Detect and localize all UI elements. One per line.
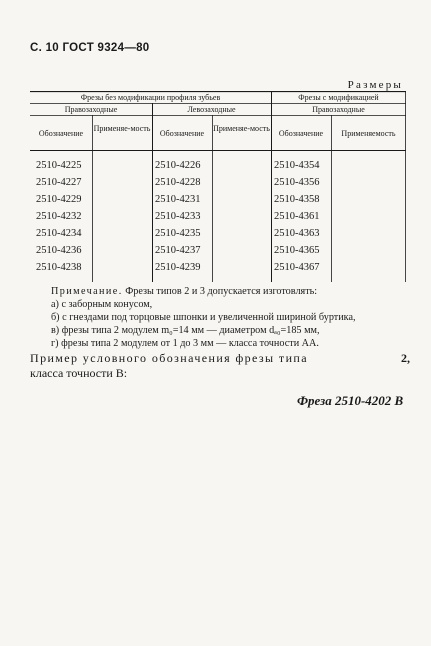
table-cell: 2510-4237: [155, 245, 201, 256]
table-cell: 2510-4234: [36, 228, 82, 239]
subheader-right-hand: Правозаходные: [64, 105, 118, 114]
subheader-right-hand-modified: Правозаходные: [312, 105, 365, 114]
table-cell: 2510-4236: [36, 245, 82, 256]
cutters-table: [30, 91, 406, 282]
col-header-designation-3: Обозначение: [278, 129, 324, 138]
table-cell: 2510-4225: [36, 160, 82, 171]
table-cell: 2510-4354: [274, 160, 320, 171]
table-cell: 2510-4367: [274, 262, 320, 273]
table-cell: 2510-4228: [155, 177, 201, 188]
note-item: г) фрезы типа 2 модулем от 1 до 3 мм — класса точности АА.: [51, 338, 319, 349]
col-header-designation: Обозначение: [38, 129, 84, 138]
group-header-with-modification: Фрезы с модификацией: [298, 93, 379, 102]
col-header-application-2: Применяе-мость: [213, 124, 270, 133]
note-line: [51, 285, 317, 298]
table-cell: 2510-4356: [274, 177, 320, 188]
note-text: Фрезы типов 2 и 3 допускается изготовлять:: [125, 286, 318, 297]
example-designation: Фреза 2510-4202 В: [297, 393, 404, 408]
table-cell: 2510-4363: [274, 228, 320, 239]
note-item: а) с заборным конусом,: [51, 299, 153, 310]
subheader-left-hand: Левозаходные: [187, 105, 236, 114]
page-header: С. 10 ГОСТ 9324—80: [30, 42, 150, 54]
table-cell: 2510-4238: [36, 262, 82, 273]
col-header-designation-2: Обозначение: [159, 129, 205, 138]
note-label: Примечание.: [51, 286, 123, 297]
col-header-application-3: Применяемость: [341, 129, 396, 138]
table-cell: 2510-4239: [155, 262, 201, 273]
col-header-application: Применяе-мость: [93, 124, 151, 133]
table-cell: 2510-4233: [155, 211, 201, 222]
table-cell: 2510-4358: [274, 194, 320, 205]
table-cell: 2510-4227: [36, 177, 82, 188]
table-cell: 2510-4235: [155, 228, 201, 239]
table-cell: 2510-4232: [36, 211, 82, 222]
designation-example: [30, 351, 410, 381]
table-cell: 2510-4231: [155, 194, 201, 205]
table-grid: [30, 91, 406, 282]
example-tail: класса точности В:: [30, 366, 128, 380]
group-header-no-modification: Фрезы без модификации профиля зубьев: [80, 93, 221, 102]
example-lead: Пример условного обозначения фрезы типа: [30, 351, 308, 365]
table-cell: 2510-4361: [274, 211, 320, 222]
sizes-label: Размеры: [347, 79, 403, 91]
example-type-number: 2,: [401, 351, 410, 365]
table-cell: 2510-4226: [155, 160, 201, 171]
note-item: б) с гнездами под торцовые шпонки и увеличенной шириной буртика,: [51, 312, 356, 323]
table-cell: 2510-4365: [274, 245, 320, 256]
table-cell: 2510-4229: [36, 194, 82, 205]
note-item: в) фрезы типа 2 модулем m₀=14 мм — диаметром dₐ₀=185 мм,: [51, 325, 320, 336]
